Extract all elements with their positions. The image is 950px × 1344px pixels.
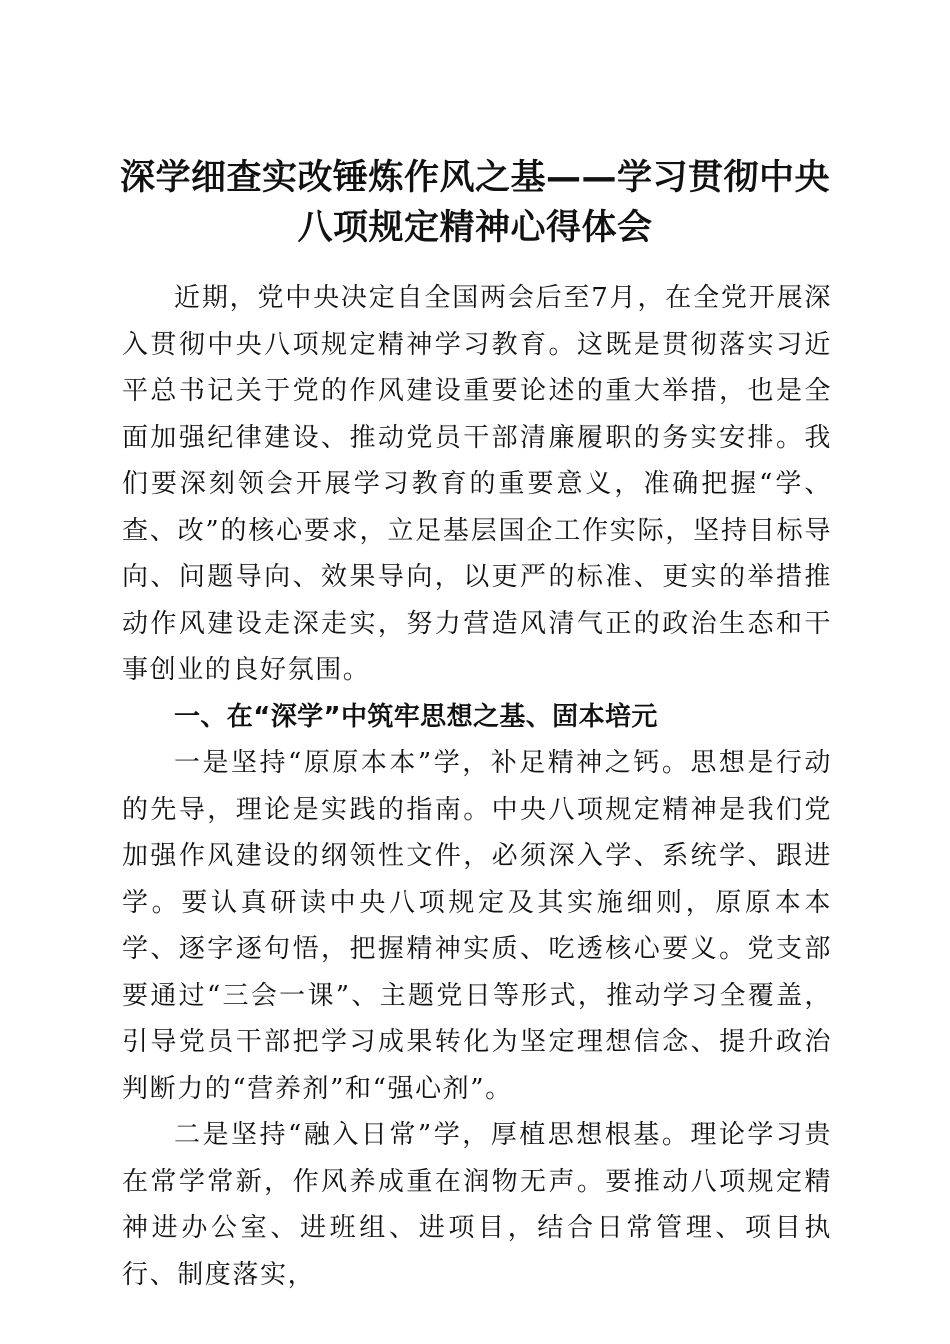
document-body	[122, 275, 832, 1298]
document-title	[100, 153, 850, 253]
title-line-2: 八项规定精神心得体会	[297, 208, 653, 249]
body-paragraph-1: 一是坚持“原原本本”学，补足精神之钙。思想是行动的先导，理论是实践的指南。中央八项规定精神是我们党加强作风建设的纲领性文件，必须深入学、系统学、跟进学。要认真研读中央八项规定及其实施细则，原原本本学、逐字逐句悟，把握精神实质、吃透核心要义。党支部要通过“三会一课”、主题党日等形式，推动学习全覆盖，引导党员干部把学习成果转化为坚定理想信念、提升政治判断力的“营养剂”和“强心剂”。	[122, 748, 832, 1104]
intro-paragraph: 近期，党中央决定自全国两会后至7月，在全党开展深入贯彻中央八项规定精神学习教育。这既是贯彻落实习近平总书记关于党的作风建设重要论述的重大举措，也是全面加强纪律建设、推动党员干部清廉履职的务实安排。我们要深刻领会开展学习教育的重要意义，准确把握“学、查、改”的核心要求，立足基层国企工作实际，坚持目标导向、问题导向、效果导向，以更严的标准、更实的举措推动作风建设走深走实，努力营造风清气正的政治生态和干事创业的良好氛围。	[122, 283, 832, 685]
body-paragraph-2: 二是坚持“融入日常”学，厚植思想根基。理论学习贵在常学常新，作风养成重在润物无声。要推动八项规定精神进办公室、进班组、进项目，结合日常管理、项目执行、制度落实，	[122, 1120, 832, 1290]
section-heading: 一、在“深学”中筑牢思想之基、固本培元	[174, 701, 658, 732]
title-line-1: 深学细查实改锤炼作风之基——学习贯彻中央	[119, 158, 830, 199]
